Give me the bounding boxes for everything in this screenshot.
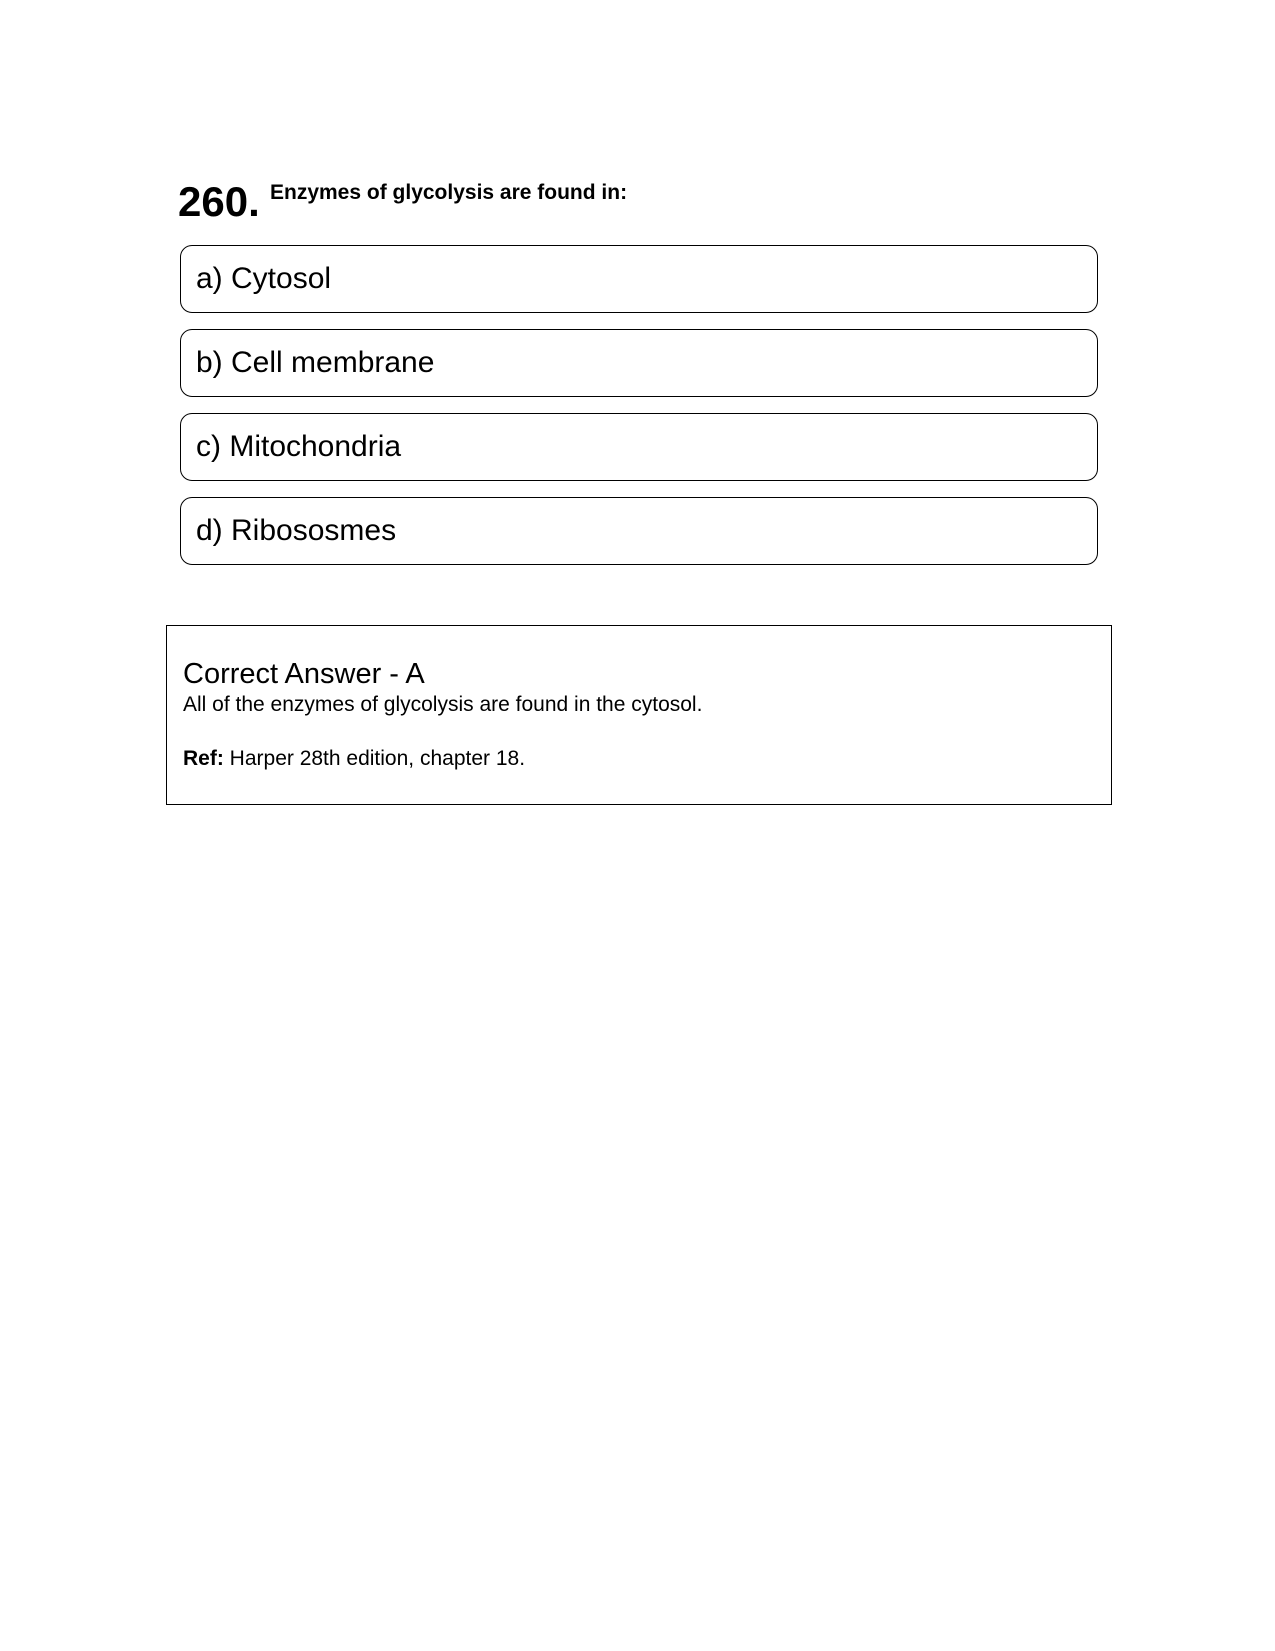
option-a[interactable]: a) Cytosol bbox=[180, 245, 1098, 313]
reference-label: Ref: bbox=[183, 747, 224, 770]
question-text: Enzymes of glycolysis are found in: bbox=[270, 181, 628, 204]
answer-explanation: All of the enzymes of glycolysis are found in the cytosol. bbox=[183, 693, 703, 716]
answer-box bbox=[166, 625, 1112, 805]
options-list bbox=[180, 245, 1098, 581]
option-d[interactable]: d) Ribososmes bbox=[180, 497, 1098, 565]
option-c[interactable]: c) Mitochondria bbox=[180, 413, 1098, 481]
answer-reference bbox=[183, 746, 1095, 772]
answer-title: Correct Answer - A bbox=[183, 658, 425, 690]
question-number: 260. bbox=[178, 178, 260, 225]
option-b[interactable]: b) Cell membrane bbox=[180, 329, 1098, 397]
reference-text: Harper 28th edition, chapter 18. bbox=[223, 747, 526, 770]
